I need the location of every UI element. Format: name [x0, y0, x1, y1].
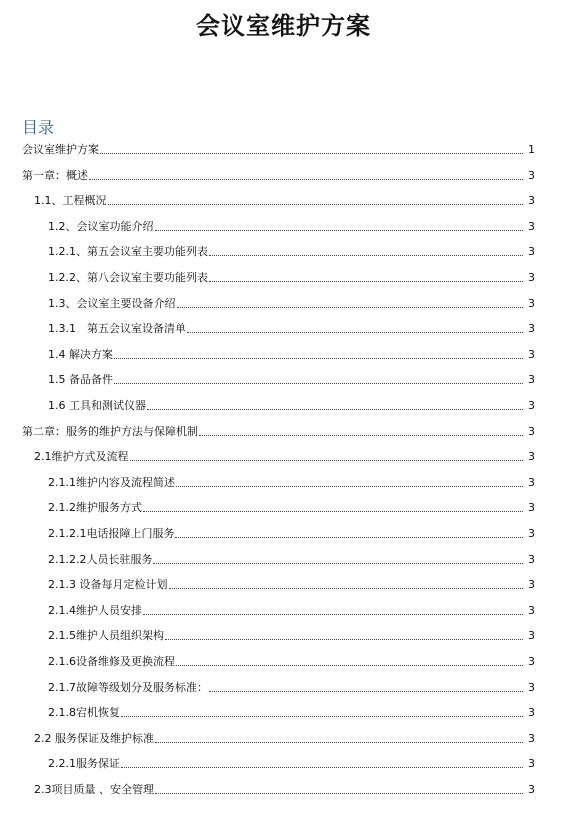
toc-leader — [209, 254, 523, 256]
toc-leader — [143, 613, 523, 615]
toc-entry-label: 第一章：概述 — [22, 168, 88, 182]
toc-entry-page: 3 — [528, 527, 535, 540]
toc-entry[interactable] — [48, 623, 535, 643]
toc-entry-page: 3 — [528, 706, 535, 720]
toc-entry[interactable] — [22, 137, 535, 157]
toc-entry-label: 2.1.4维护人员安排 — [48, 603, 142, 617]
toc-leader — [155, 792, 523, 794]
toc-entry-page: 3 — [528, 219, 535, 233]
toc-leader — [155, 229, 524, 231]
toc-leader — [147, 408, 523, 410]
toc-entry[interactable] — [22, 163, 535, 183]
toc-entry-label: 2.1.8宕机恢复 — [48, 706, 120, 720]
document-title: 会议室维护方案 — [196, 11, 371, 40]
toc-leader — [121, 766, 523, 768]
toc-entry-label: 会议室维护方案 — [22, 143, 99, 156]
toc-entry-label: 2.1维护方式及流程 — [34, 450, 129, 464]
toc-leader — [199, 434, 523, 436]
toc-leader — [169, 587, 524, 589]
toc-entry-page: 3 — [528, 168, 535, 182]
toc-entry[interactable] — [48, 700, 535, 720]
toc-leader — [209, 690, 523, 692]
toc-leader — [176, 485, 523, 487]
toc-entry[interactable] — [48, 751, 535, 771]
toc-entry[interactable] — [48, 495, 535, 515]
toc-entry-label: 2.1.2.1电话报障上门服务 — [48, 527, 175, 540]
toc-leader — [108, 203, 524, 205]
toc-entry-page: 3 — [528, 603, 535, 617]
toc-leader — [89, 178, 523, 180]
toc-entry-label: 1.2、会议室功能介绍 — [48, 219, 154, 233]
toc-entry-page: 3 — [528, 450, 535, 464]
toc-entry[interactable] — [22, 419, 535, 439]
toc-entry-page: 3 — [528, 629, 535, 643]
toc-leader — [114, 382, 523, 384]
toc-entry-label: 1.3.1 第五会议室设备清单 — [48, 322, 186, 336]
toc-entry[interactable] — [48, 316, 535, 336]
toc-entry[interactable] — [48, 367, 535, 387]
toc-entry[interactable] — [48, 393, 535, 413]
toc-entry-label: 2.1.2维护服务方式 — [48, 501, 142, 515]
toc-entry-page: 3 — [528, 194, 535, 208]
toc-entry-page: 3 — [528, 501, 535, 515]
toc-leader — [177, 306, 524, 308]
toc-entry[interactable] — [48, 675, 535, 695]
toc-leader — [176, 664, 523, 666]
toc-entry-page: 3 — [528, 347, 535, 361]
toc-entry-page: 3 — [528, 271, 535, 284]
toc-leader — [187, 331, 523, 333]
toc-entry[interactable] — [48, 470, 535, 490]
toc-entry-page: 3 — [528, 783, 535, 796]
toc-entry[interactable] — [48, 342, 535, 362]
toc-entry[interactable] — [48, 572, 535, 592]
toc-entry-page: 3 — [528, 552, 535, 566]
toc-entry-page: 3 — [528, 731, 535, 745]
toc-entry[interactable] — [48, 598, 535, 618]
toc-entry[interactable] — [34, 777, 535, 797]
toc-leader — [153, 562, 523, 564]
toc-entry-page: 3 — [528, 475, 535, 489]
toc-entry-page: 3 — [528, 578, 535, 592]
toc-entry-page: 3 — [528, 757, 535, 771]
toc-entry-label: 2.2 服务保证及维护标准 — [34, 731, 154, 745]
toc-entry[interactable] — [48, 214, 535, 234]
toc-entry-page: 3 — [528, 322, 535, 336]
toc-leader — [130, 459, 524, 461]
toc-entry-label: 1.1、工程概况 — [34, 194, 107, 208]
toc-entry[interactable] — [48, 547, 535, 567]
toc-leader — [155, 741, 523, 743]
toc-entry-label: 2.1.3 设备每月定检计划 — [48, 578, 168, 592]
toc-entry[interactable] — [48, 521, 535, 541]
toc-leader — [100, 152, 523, 154]
toc-entry-label: 2.1.2.2人员长驻服务 — [48, 552, 153, 566]
toc-entry[interactable] — [34, 726, 535, 746]
toc-entry-label: 1.4 解决方案 — [48, 347, 113, 361]
toc-entry-label: 1.2.2、第八会议室主要功能列表 — [48, 271, 208, 284]
toc-entry-label: 2.2.1服务保证 — [48, 757, 120, 771]
toc-leader — [209, 280, 523, 282]
toc-entry-label: 2.1.1维护内容及流程简述 — [48, 475, 175, 489]
toc-entry-page: 3 — [528, 245, 535, 259]
toc-heading: 目录 — [22, 118, 55, 137]
toc-leader — [175, 536, 523, 538]
toc-entry[interactable] — [48, 649, 535, 669]
toc-entry-label: 第二章：服务的维护方法与保障机制 — [22, 424, 198, 438]
toc-entry-label: 2.1.6设备维修及更换流程 — [48, 655, 175, 668]
toc-entry-label: 1.6 工具和测试仪器 — [48, 399, 146, 412]
toc-entry-label: 2.3项目质量 、安全管理 — [34, 783, 154, 796]
toc-leader — [165, 638, 523, 640]
toc-entry-label: 2.1.5维护人员组织架构 — [48, 629, 164, 643]
toc-entry-page: 3 — [528, 296, 535, 310]
toc-entry[interactable] — [48, 291, 535, 311]
toc-leader — [114, 357, 523, 359]
toc-entry-page: 3 — [528, 655, 535, 668]
toc-entry-page: 3 — [528, 399, 535, 412]
toc-entry-label: 1.3、会议室主要设备介绍 — [48, 296, 176, 310]
toc-leader — [121, 715, 523, 717]
toc-entry[interactable] — [34, 188, 535, 208]
toc-entry[interactable] — [34, 444, 535, 464]
toc-entry[interactable] — [48, 239, 535, 259]
toc-leader — [143, 510, 523, 512]
toc-entry-page: 3 — [528, 680, 535, 694]
toc-entry-label: 1.5 备品备件 — [48, 373, 113, 387]
toc-entry[interactable] — [48, 265, 535, 285]
toc-entry-label: 2.1.7故障等级划分及服务标准： — [48, 680, 208, 694]
toc-entry-page: 3 — [528, 373, 535, 387]
toc-entry-label: 1.2.1、第五会议室主要功能列表 — [48, 245, 208, 259]
toc-entry-page: 3 — [528, 424, 535, 438]
toc-entry-page: 1 — [528, 143, 535, 156]
